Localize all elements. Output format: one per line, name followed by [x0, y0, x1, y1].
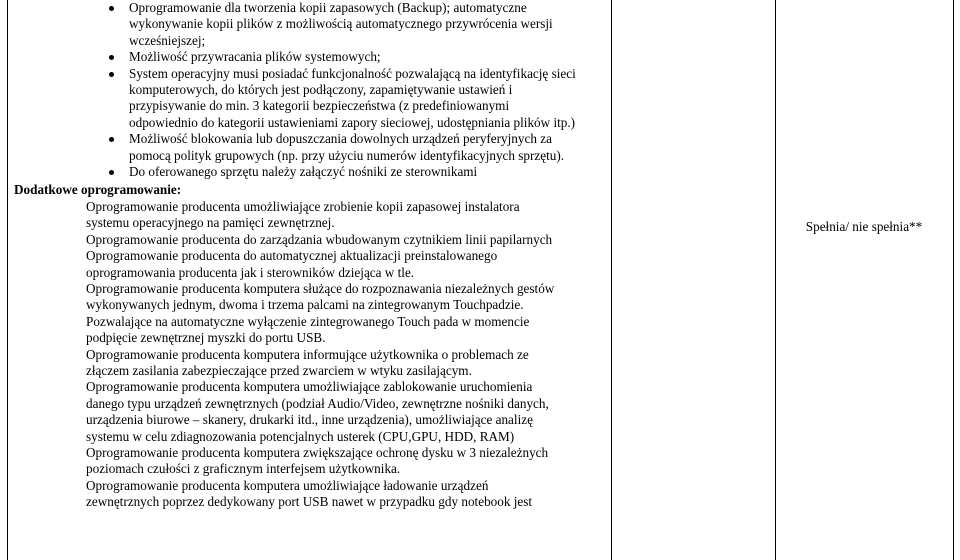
table-border-right	[953, 0, 954, 560]
additional-software-heading: Dodatkowe oprogramowanie:	[14, 182, 182, 198]
additional-item: Oprogramowanie producenta komputera umożliwiające zablokowanie uruchomienia danego typu urządzeń zewnętrznych (podział Audio/Video, zewnętrzne nośniki danych, urządzenia biurowe – skanery, drukarki itd., inne urządzenia), umożliwiające analizę systemu w celu zdiagnozowania potencjalnych usterek (CPU,GPU, HDD, RAM)	[86, 379, 549, 444]
table-border-col3	[775, 0, 776, 560]
bullet-icon	[109, 72, 114, 77]
additional-item: Oprogramowanie producenta do zarządzania wbudowanym czytnikiem linii papilarnych	[86, 231, 553, 247]
additional-item: Oprogramowanie producenta komputera służące do rozpoznawania niezależnych gestów wykonywanych jednym, dwoma i trzema palcami na zintegrowanym Touchpadzie. Pozwalające na automatyczne wyłączenie zintegrowanego Touch pada w momencie podpięcie zewnętrznej myszki do portu USB.	[86, 280, 555, 346]
additional-item: Oprogramowanie producenta komputera informujące użytkownika o problemach ze złączem zasilania zabezpieczające przed zwarciem w wtyku zasilającym.	[86, 346, 529, 378]
bullet-icon	[109, 137, 114, 142]
list-item: Oprogramowanie dla tworzenia kopii zapasowych (Backup); automatyczne wykonywanie kopii plików z możliwością automatycznego przywrócenia wersji wcześniejszej;	[14, 0, 608, 49]
list-item: Możliwość przywracania plików systemowych;	[14, 49, 608, 65]
bullet-icon	[109, 170, 114, 175]
list-item: Możliwość blokowania lub dopuszczania dowolnych urządzeń peryferyjnych za pomocą polityk grupowych (np. przy użyciu numerów identyfikacyjnych sprzętu).	[14, 131, 608, 164]
additional-item: Oprogramowanie producenta komputera zwiększające ochronę dysku w 3 niezależnych poziomach czułości z graficznym interfejsem użytkownika.	[86, 444, 549, 477]
table-border-left	[7, 0, 8, 560]
table-border-col2	[611, 0, 612, 560]
additional-item: Oprogramowanie producenta do automatycznej aktualizacji preinstalowanego oprogramowania producenta jak i sterowników dziejąca w tle.	[86, 248, 498, 280]
list-item: Do oferowanego sprzętu należy załączyć nośniki ze sterownikami	[14, 164, 608, 180]
compliance-status-cell: Spełnia/ nie spełnia**	[805, 219, 923, 234]
bullet-icon	[109, 55, 114, 60]
list-item: System operacyjny musi posiadać funkcjonalność pozwalającą na identyfikację sieci komputerowych, do których jest podłączony, zapamiętywanie ustawień i przypisywanie do min. 3 kategorii bezpieczeństwa (z predefiniowanymi odpowiednio do kategorii ustawieniami zapory sieciowej, udostępniania plików itp.)	[14, 66, 608, 132]
bullet-icon	[109, 6, 114, 11]
requirements-cell	[14, 0, 608, 511]
requirements-bullet-list	[14, 0, 608, 180]
additional-item: Oprogramowanie producenta umożliwiające zrobienie kopii zapasowej instalatora systemu operacyjnego na pamięci zewnętrznej.	[86, 198, 520, 231]
additional-item: Oprogramowanie producenta komputera umożliwiające ładowanie urządzeń zewnętrznych poprzez dedykowany port USB nawet w przypadku gdy notebook jest	[86, 477, 533, 510]
